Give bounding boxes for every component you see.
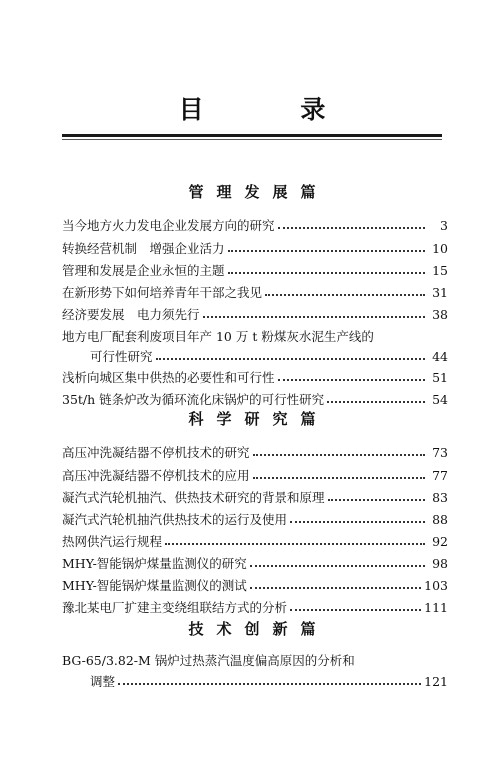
dot-leader — [327, 401, 425, 403]
toc-entry-title: 管理和发展是企业永恒的主题 — [62, 263, 225, 278]
dot-leader — [203, 316, 425, 318]
dot-leader — [253, 454, 425, 456]
toc-entry-continuation[interactable] — [90, 670, 448, 690]
toc-entry-page: 51 — [432, 370, 448, 385]
toc-entry-page: 103 — [424, 578, 448, 593]
dot-leader — [250, 587, 421, 589]
dot-leader — [278, 379, 425, 381]
toc-entry-title: 可行性研究 — [90, 349, 153, 364]
toc-entry-page: 31 — [432, 285, 448, 300]
toc-entry-page: 10 — [432, 241, 448, 256]
toc-entry-title: 调整 — [90, 674, 116, 689]
dot-leader — [278, 227, 425, 229]
toc-entry-continuation[interactable] — [90, 345, 448, 365]
toc-entry[interactable] — [62, 552, 448, 572]
toc-entry-title: 凝汽式汽轮机抽汽供热技术的运行及使用 — [62, 512, 288, 527]
toc-entry-page: 92 — [432, 534, 448, 549]
toc-entry-page: 15 — [432, 263, 448, 278]
toc-entry-title: 35t/h 链条炉改为循环流化床锅炉的可行性研究 — [62, 392, 325, 407]
toc-entry-page: 121 — [424, 674, 448, 689]
toc-entry[interactable] — [62, 237, 448, 257]
title-rule-thick — [62, 134, 442, 137]
toc-entry-title: 高压冲洗凝结器不停机技术的研究 — [62, 445, 250, 460]
dot-leader — [253, 477, 425, 479]
toc-entry[interactable] — [62, 530, 448, 550]
section-heading-innovation: 技术创新篇 — [188, 620, 329, 638]
toc-entry[interactable] — [62, 214, 448, 234]
dot-leader — [328, 499, 425, 501]
toc-entry[interactable] — [62, 388, 448, 408]
toc-entry-page: 54 — [432, 392, 448, 407]
toc-entry[interactable] — [62, 486, 448, 506]
dot-leader — [250, 565, 425, 567]
toc-entry-title: 经济要发展 电力须先行 — [62, 307, 200, 322]
toc-entry-title: 转换经营机制 增强企业活力 — [62, 241, 225, 256]
toc-entry-title: 凝汽式汽轮机抽汽、供热技术研究的背景和原理 — [62, 490, 325, 505]
toc-entry[interactable] — [62, 649, 448, 669]
page-title: 目 录 — [178, 95, 370, 124]
toc-entry[interactable] — [62, 508, 448, 528]
toc-entry[interactable] — [62, 259, 448, 279]
toc-entry-page: 83 — [432, 490, 448, 505]
dot-leader — [228, 250, 425, 252]
toc-entry-page: 77 — [432, 468, 448, 483]
section-heading-management: 管理发展篇 — [188, 183, 329, 201]
toc-entry-title: 地方电厂配套利废项目年产 10 万 t 粉煤灰水泥生产线的 — [62, 329, 374, 344]
dot-leader — [118, 683, 421, 685]
dot-leader — [290, 521, 425, 523]
toc-entry-page: 88 — [432, 512, 448, 527]
toc-entry-title: BG-65/3.82-M 锅炉过热蒸汽温度偏高原因的分析和 — [62, 653, 355, 668]
toc-entry-title: 热网供汽运行规程 — [62, 534, 163, 549]
toc-entry-page: 98 — [432, 556, 448, 571]
toc-entry[interactable] — [62, 574, 448, 594]
dot-leader — [165, 543, 425, 545]
dot-leader — [265, 294, 425, 296]
toc-entry-title: 浅析向城区集中供热的必要性和可行性 — [62, 370, 275, 385]
section-heading-research: 科学研究篇 — [188, 410, 329, 428]
toc-entry[interactable] — [62, 366, 448, 386]
toc-entry-page: 38 — [432, 307, 448, 322]
toc-entry[interactable] — [62, 596, 448, 616]
toc-entry-page: 73 — [432, 445, 448, 460]
toc-entry-title: MHY-智能锅炉煤量监测仪的测试 — [62, 578, 247, 593]
title-rule-thin — [62, 139, 442, 140]
toc-entry-title: 高压冲洗凝结器不停机技术的应用 — [62, 468, 250, 483]
toc-entry-title: 豫北某电厂扩建主变绕组联结方式的分析 — [62, 600, 288, 615]
toc-entry[interactable] — [62, 281, 448, 301]
toc-entry[interactable] — [62, 303, 448, 323]
dot-leader — [290, 609, 421, 611]
toc-entry[interactable] — [62, 325, 448, 345]
toc-entry-page: 111 — [424, 600, 448, 615]
dot-leader — [156, 358, 425, 360]
toc-entry[interactable] — [62, 464, 448, 484]
dot-leader — [228, 272, 425, 274]
toc-entry-title: MHY-智能锅炉煤量监测仪的研究 — [62, 556, 247, 571]
toc-entry[interactable] — [62, 441, 448, 461]
toc-entry-page: 3 — [440, 218, 448, 233]
toc-entry-title: 当今地方火力发电企业发展方向的研究 — [62, 218, 275, 233]
toc-entry-title: 在新形势下如何培养青年干部之我见 — [62, 285, 263, 300]
toc-entry-page: 44 — [432, 349, 448, 364]
